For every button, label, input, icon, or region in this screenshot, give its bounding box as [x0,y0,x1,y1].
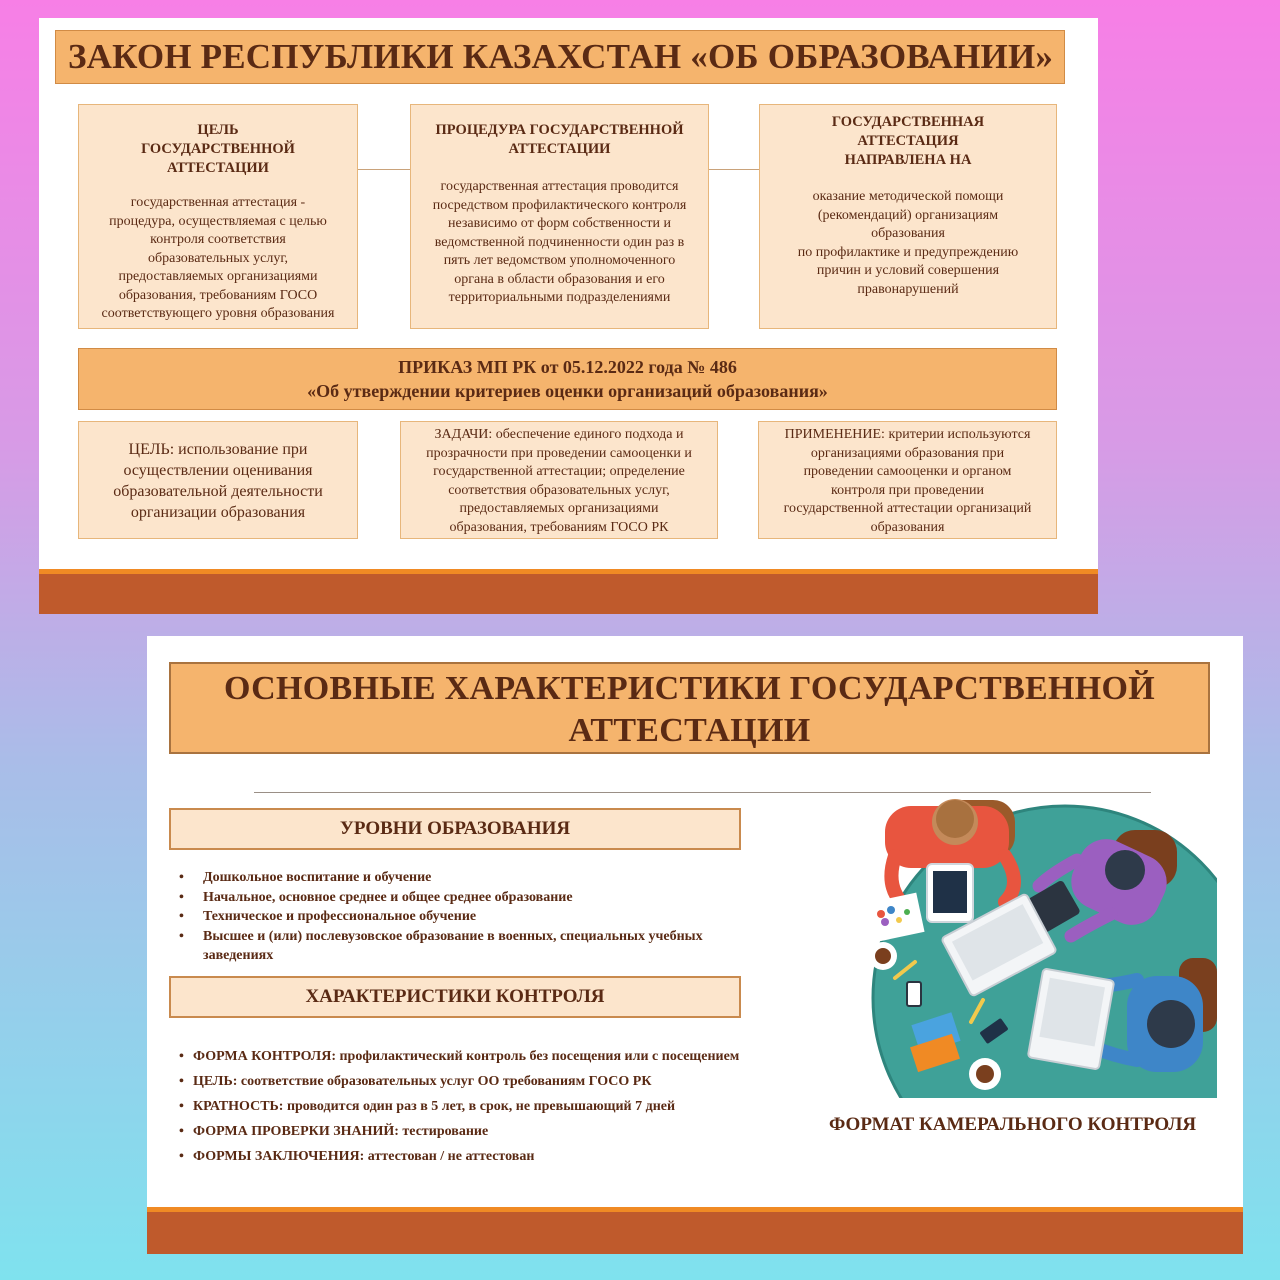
list-item: • Техническое и профессиональное обучение [179,907,739,927]
control-characteristics-heading: ХАРАКТЕРИСТИКИ КОНТРОЛЯ [169,976,741,1018]
list-item: • ФОРМА ПРОВЕРКИ ЗНАНИЙ: тестирование [179,1119,839,1144]
criteria-tasks-box: ЗАДАЧИ: обеспечение единого подхода и прозрачности при проведении самооценки и государственной аттестации; определение соответствия образовательных услуг, предоставляемых организациями образования, требованиям ГОСО РК [400,421,718,539]
slide-education-law [39,18,1098,614]
coffee-cup-icon [869,942,897,970]
order-number: ПРИКАЗ МП РК от 05.12.2022 года № 486 [398,357,737,377]
criteria-goal-box: ЦЕЛЬ: использование при осуществлении оценивания образовательной деятельности организации образования [78,421,358,539]
procedure-box-text: государственная аттестация проводится посредством профилактического контроля независимо от форм собственности и ведомственной подчиненности один раз в пять лет ведомством уполномоченного органа в области образования и его территориальными подразделениями [432,179,687,305]
list-item: • Начальное, основное среднее и общее среднее образование [179,888,739,908]
slide-attestation-characteristics [147,636,1243,1254]
directed-box-text: оказание методической помощи (рекомендаций) организациям образования по профилактике и предупреждению причин и условий совершения правонарушений [797,189,1019,297]
list-item: • Высшее и (или) послевузовское образование в военных, специальных учебных заведениях [179,927,739,966]
education-levels-heading: УРОВНИ ОБРАЗОВАНИЯ [169,808,741,850]
directed-box-title: ГОСУДАРСТВЕННАЯ АТТЕСТАЦИЯ НАПРАВЛЕНА НА [831,114,985,168]
education-levels-list [179,868,739,966]
tablet-icon [927,864,973,922]
meeting-illustration [855,786,1217,1098]
connector-line [358,169,410,170]
slide-footer-band [147,1212,1243,1254]
order-title: «Об утверждении критериев оценки организаций образования» [307,381,828,401]
directed-box [759,104,1057,329]
control-characteristics-list [179,1044,839,1169]
slide-title: ЗАКОН РЕСПУБЛИКИ КАЗАХСТАН «ОБ ОБРАЗОВАНИИ» [55,30,1065,84]
illustration-caption: ФОРМАТ КАМЕРАЛЬНОГО КОНТРОЛЯ [829,1114,1197,1135]
slide-footer-band [39,574,1098,614]
order-banner [78,348,1057,410]
phone-icon [907,982,921,1006]
list-item: • ФОРМА КОНТРОЛЯ: профилактический контроль без посещения или с посещением [179,1044,839,1069]
procedure-box [410,104,709,329]
procedure-box-title: ПРОЦЕДУРА ГОСУДАРСТВЕННОЙ АТТЕСТАЦИИ [435,122,684,157]
goal-box-title: ЦЕЛЬ ГОСУДАРСТВЕННОЙ АТТЕСТАЦИИ [141,122,295,176]
criteria-application-box: ПРИМЕНЕНИЕ: критерии используются организациями образования при проведении самооценки и органом контроля при проведении государственной аттестации организаций образования [758,421,1057,539]
laptop-icon [1028,968,1115,1069]
list-item: • ФОРМЫ ЗАКЛЮЧЕНИЯ: аттестован / не аттестован [179,1144,839,1169]
slide-title: ОСНОВНЫЕ ХАРАКТЕРИСТИКИ ГОСУДАРСТВЕННОЙ АТТЕСТАЦИИ [169,662,1210,754]
list-item: • КРАТНОСТЬ: проводится один раз в 5 лет, в срок, не превышающий 7 дней [179,1094,839,1119]
coffee-cup-icon [969,1058,1001,1090]
goal-box [78,104,358,329]
connector-line [709,169,759,170]
list-item: • Дошкольное воспитание и обучение [179,868,739,888]
list-item: • ЦЕЛЬ: соответствие образовательных услуг ОО требованиям ГОСО РК [179,1069,839,1094]
goal-box-text: государственная аттестация - процедура, осуществляемая с целью контроля соответствия образовательных услуг, предоставляемых организациями образования, требованиям ГОСО соответствующего уровня образования [101,195,335,321]
